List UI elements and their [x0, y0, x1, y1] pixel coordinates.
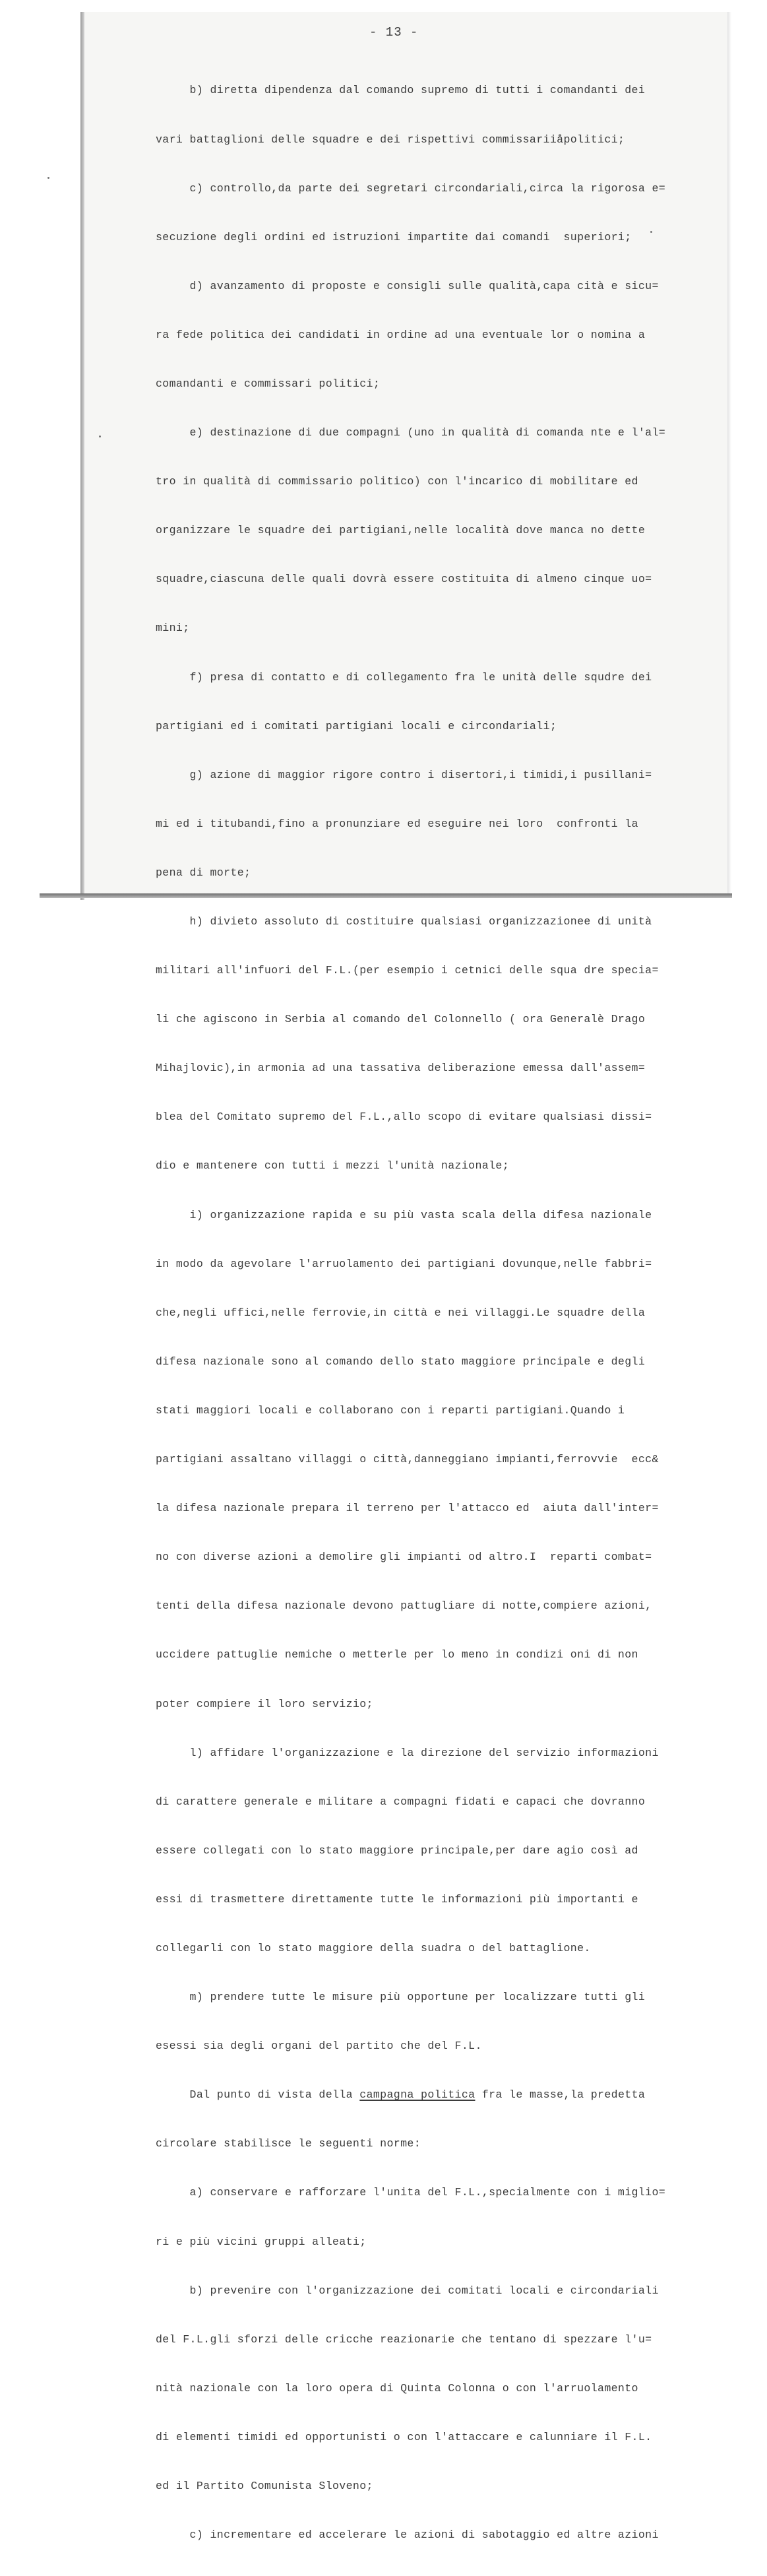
- text-line: del F.L.gli sforzi delle cricche reazionarie che tentano di spezzare l'u=: [156, 2333, 652, 2346]
- text-line: ra fede politica dei candidati in ordine ad una eventuale lor o nomina a: [156, 328, 646, 341]
- scan-speck: [99, 435, 101, 437]
- text-line: stati maggiori locali e collaborano con i reparti partigiani.Quando i: [156, 1403, 625, 1417]
- text-line: a) conservare e rafforzare l'unita del F.L.,specialmente con i miglio=: [156, 2186, 666, 2199]
- text-fragment: fra le masse,la predetta: [475, 2088, 646, 2102]
- page-number: - 13 -: [369, 25, 419, 40]
- text-line: uccidere pattuglie nemiche o metterle per lo meno in condizi oni di non: [156, 1648, 638, 1661]
- text-line: Mihajlovic),in armonia ad una tassativa deliberazione emessa dall'assem=: [156, 1062, 646, 1075]
- text-line: b) diretta dipendenza dal comando supremo di tutti i comandanti dei: [156, 84, 646, 97]
- text-line: g) azione di maggior rigore contro i disertori,i timidi,i pusillani=: [156, 768, 652, 781]
- text-line: difesa nazionale sono al comando dello stato maggiore principale e degli: [156, 1355, 646, 1368]
- typed-text-body: [156, 50, 729, 2576]
- text-line: tenti della difesa nazionale devono pattugliare di notte,compiere azioni,: [156, 1599, 652, 1613]
- text-line: poter compiere il loro servizio;: [156, 1697, 373, 1710]
- text-line: comandanti e commissari politici;: [156, 377, 381, 390]
- text-line: h) divieto assoluto di costituire qualsiasi organizzazionee di unità: [156, 915, 652, 928]
- text-line: b) prevenire con l'organizzazione dei comitati locali e circondariali: [156, 2284, 659, 2297]
- underlined-phrase: campagna politica: [359, 2088, 476, 2102]
- text-line: i) organizzazione rapida e su più vasta scala della difesa nazionale: [156, 1208, 652, 1221]
- text-line: secuzione degli ordini ed istruzioni impartite dai comandi superiori;: [156, 230, 632, 243]
- text-line: nità nazionale con la loro opera di Quinta Colonna o con l'arruolamento: [156, 2381, 638, 2395]
- text-line-underlined: [156, 2087, 729, 2104]
- text-line: in modo da agevolare l'arruolamento dei partigiani dovunque,nelle fabbri=: [156, 1257, 652, 1270]
- text-line: l) affidare l'organizzazione e la direzione del servizio informazioni: [156, 1746, 659, 1759]
- text-line: e) destinazione di due compagni (uno in qualità di comanda nte e l'al=: [156, 426, 666, 439]
- text-line: m) prendere tutte le misure più opportune per localizzare tutti gli: [156, 1991, 646, 2004]
- text-line: ri e più vicini gruppi alleati;: [156, 2235, 367, 2248]
- text-line: d) avanzamento di proposte e consigli sulle qualità,capa cità e sicu=: [156, 279, 659, 292]
- text-line: essere collegati con lo stato maggiore principale,per dare agio così ad: [156, 1844, 638, 1857]
- text-line: partigiani ed i comitati partigiani locali e circondariali;: [156, 719, 557, 732]
- text-line: c) incrementare ed accelerare le azioni di sabotaggio ed altre azioni: [156, 2528, 659, 2542]
- text-line: squadre,ciascuna delle quali dovrà essere costituita di almeno cinque uo=: [156, 573, 652, 586]
- text-line: esessi sia degli organi del partito che del F.L.: [156, 2040, 482, 2053]
- text-line: c) controllo,da parte dei segretari circondariali,circa la rigorosa e=: [156, 181, 666, 195]
- text-line: dio e mantenere con tutti i mezzi l'unità nazionale;: [156, 1159, 510, 1173]
- sheet-left-edge: [80, 12, 84, 900]
- text-line: circolare stabilisce le seguenti norme:: [156, 2137, 421, 2150]
- text-line: tro in qualità di commissario politico) con l'incarico di mobilitare ed: [156, 475, 638, 488]
- text-fragment: Dal punto di vista della: [156, 2088, 360, 2102]
- text-line: la difesa nazionale prepara il terreno per l'attacco ed aiuta dall'inter=: [156, 1502, 659, 1515]
- text-line: di carattere generale e militare a compagni fidati e capaci che dovranno: [156, 1795, 646, 1808]
- text-line: mini;: [156, 622, 190, 635]
- text-line: militari all'infuori del F.L.(per esempio i cetnici delle squa dre specia=: [156, 964, 659, 977]
- text-line: mi ed i titubandi,fino a pronunziare ed eseguire nei loro confronti la: [156, 817, 638, 830]
- text-line: collegarli con lo stato maggiore della suadra o del battaglione.: [156, 1941, 591, 1954]
- text-line: partigiani assaltano villaggi o città,danneggiano impianti,ferrovvie ecc&: [156, 1453, 659, 1466]
- text-line: li che agiscono in Serbia al comando del Colonnello ( ora Generalè Drago: [156, 1013, 646, 1026]
- text-line: essi di trasmettere direttamente tutte le informazioni più importanti e: [156, 1892, 638, 1906]
- text-line: vari battaglioni delle squadre e dei rispettivi commissariiåpolitici;: [156, 133, 625, 146]
- scan-speck: [47, 177, 49, 179]
- text-line: organizzare le squadre dei partigiani,nelle località dove manca no dette: [156, 524, 646, 537]
- text-line: blea del Comitato supremo del F.L.,allo scopo di evitare qualsiasi dissi=: [156, 1111, 652, 1124]
- text-line: pena di morte;: [156, 866, 251, 879]
- text-line: ed il Partito Comunista Sloveno;: [156, 2480, 373, 2492]
- text-line: no con diverse azioni a demolire gli impianti od altro.I reparti combat=: [156, 1551, 652, 1564]
- text-line: di elementi timidi ed opportunisti o con l'attaccare e calunniare il F.L.: [156, 2430, 652, 2443]
- text-line: f) presa di contatto e di collegamento fra le unità delle squdre dei: [156, 670, 652, 684]
- text-line: che,negli uffici,nelle ferrovie,in città e nei villaggi.Le squadre della: [156, 1306, 646, 1319]
